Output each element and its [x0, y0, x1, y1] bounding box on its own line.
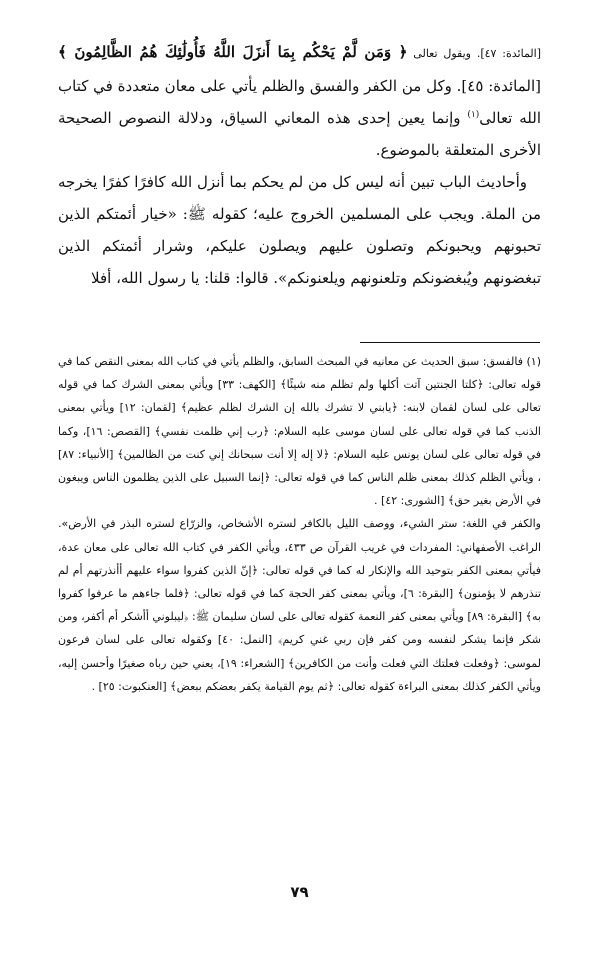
body-text: [المائدة: ٤٥]. وكل من الكفر والفسق والظلم يأتي على معان متعددة في كتاب الله تعالى [58, 77, 541, 127]
footnotes [58, 350, 541, 698]
paragraph-2: وأحاديث الباب تبين أنه ليس كل من لم يحكم بما أنزل الله كافرًا كفرًا يخرجه من الملة. ويجب على المسلمين الخروج عليه؛ كقوله ﷺ: «خيار أئمتكم الذين تحبونهم ويحبونكم وتصلون عليهم ويصلون عليكم، وشرار أئمتكم الذين تبغضونهم ويُبغضونكم وتلعنونهم ويلعنونكم». قالوا: قلنا: يا رسول الله، أفلا [58, 173, 541, 287]
footnote-1-continued: والكفر في اللغة: ستر الشيء، ووصف الليل بالكافر لستره الأشخاص، والزرّاع لستره البذر في الأرض». الراغب الأصفهاني: المفردات في غريب القرآن ص ٤٣٣، ويأتي الكفر في كتاب الله تعالى على معان عدة، فيأتي بمعنى الكفر بتوحيد الله والإنكار له كما في قوله تعالى: ﴿إنّ الذين كفروا سواء عليهم أأنذرتهم أم لم تنذرهم لا يؤمنون﴾ [البقرة: ٦]، ويأتي بمعنى كفر الحجة كما في قوله تعالى: ﴿فلما جاءهم ما عرفوا كفروا به﴾ [البقرة: ٨٩] ويأتي بمعنى كفر النعمة كقوله تعالى على لسان سليمان ﷺ: ﴿ليبلوني أأشكر أم أكفر، ومن شكر فإنما يشكر لنفسه ومن كفر فإن ربي غني كريم﴾ [النمل: ٤٠] وكقوله تعالى على لسان فرعون لموسى: ﴿وفعلت فعلتك التي فعلت وأنت من الكافرين﴾ [الشعراء: ١٩]، يعني حين رباه صغيرًا وأحسن إليه، ويأتي الكفر كذلك بمعنى البراءة كقوله تعالى: ﴿ثم يوم القيامة يكفر بعضكم ببعض﴾ [العنكبوت: ٢٥] . [58, 517, 542, 693]
body-text: وإنما يعين إحدى هذه المعاني السياق، ودلالة النصوص الصحيحة الأخرى المتعلقة بالموضوع. [58, 109, 541, 159]
page-number: ٧٩ [290, 883, 309, 901]
paragraph-1 [58, 36, 541, 166]
main-text [58, 36, 541, 294]
footnote-marker: (١) [467, 110, 480, 120]
footnote-separator [360, 342, 540, 343]
ref-text: [المائدة: ٤٧]. ويقول تعالى [407, 47, 542, 60]
footnote-1: (١) فالفسق: سبق الحديث عن معانيه في المبحث السابق، والظلم يأتي في كتاب الله بمعنى النقص كما في قوله تعالى: ﴿كلتا الجنتين آتت أكلها ولم تظلم منه شيئًا﴾ [الكهف: ٣٣] ويأتي بمعنى الشرك كما في قوله تعالى على لسان لقمان لابنه: ﴿يابني لا تشرك بالله إن الشرك لظلم عظيم﴾ [لقمان: ١٢] ويأتي بمعنى الذنب كما في قوله تعالى على لسان موسى عليه السلام: ﴿رب إني ظلمت نفسي﴾ [القصص: ١٦]، وكما في قوله تعالى على لسان يونس عليه السلام: ﴿لا إله إلا أنت سبحانك إني كنت من الظالمين﴾ [الأنبياء: ٨٧] ، ويأتي الظلم كذلك بمعنى ظلم الناس كما في قوله تعالى: ﴿إنما السبيل على الذين يظلمون الناس ويبغون في الأرض بغير حق﴾ [الشورى: ٤٢] . [58, 355, 541, 508]
quran-verse: ﴿ وَمَن لَّمْ يَحْكُم بِمَا أَنزَلَ اللَّهُ فَأُولَٰئِكَ هُمُ الظَّالِمُونَ ﴾ [58, 43, 408, 61]
